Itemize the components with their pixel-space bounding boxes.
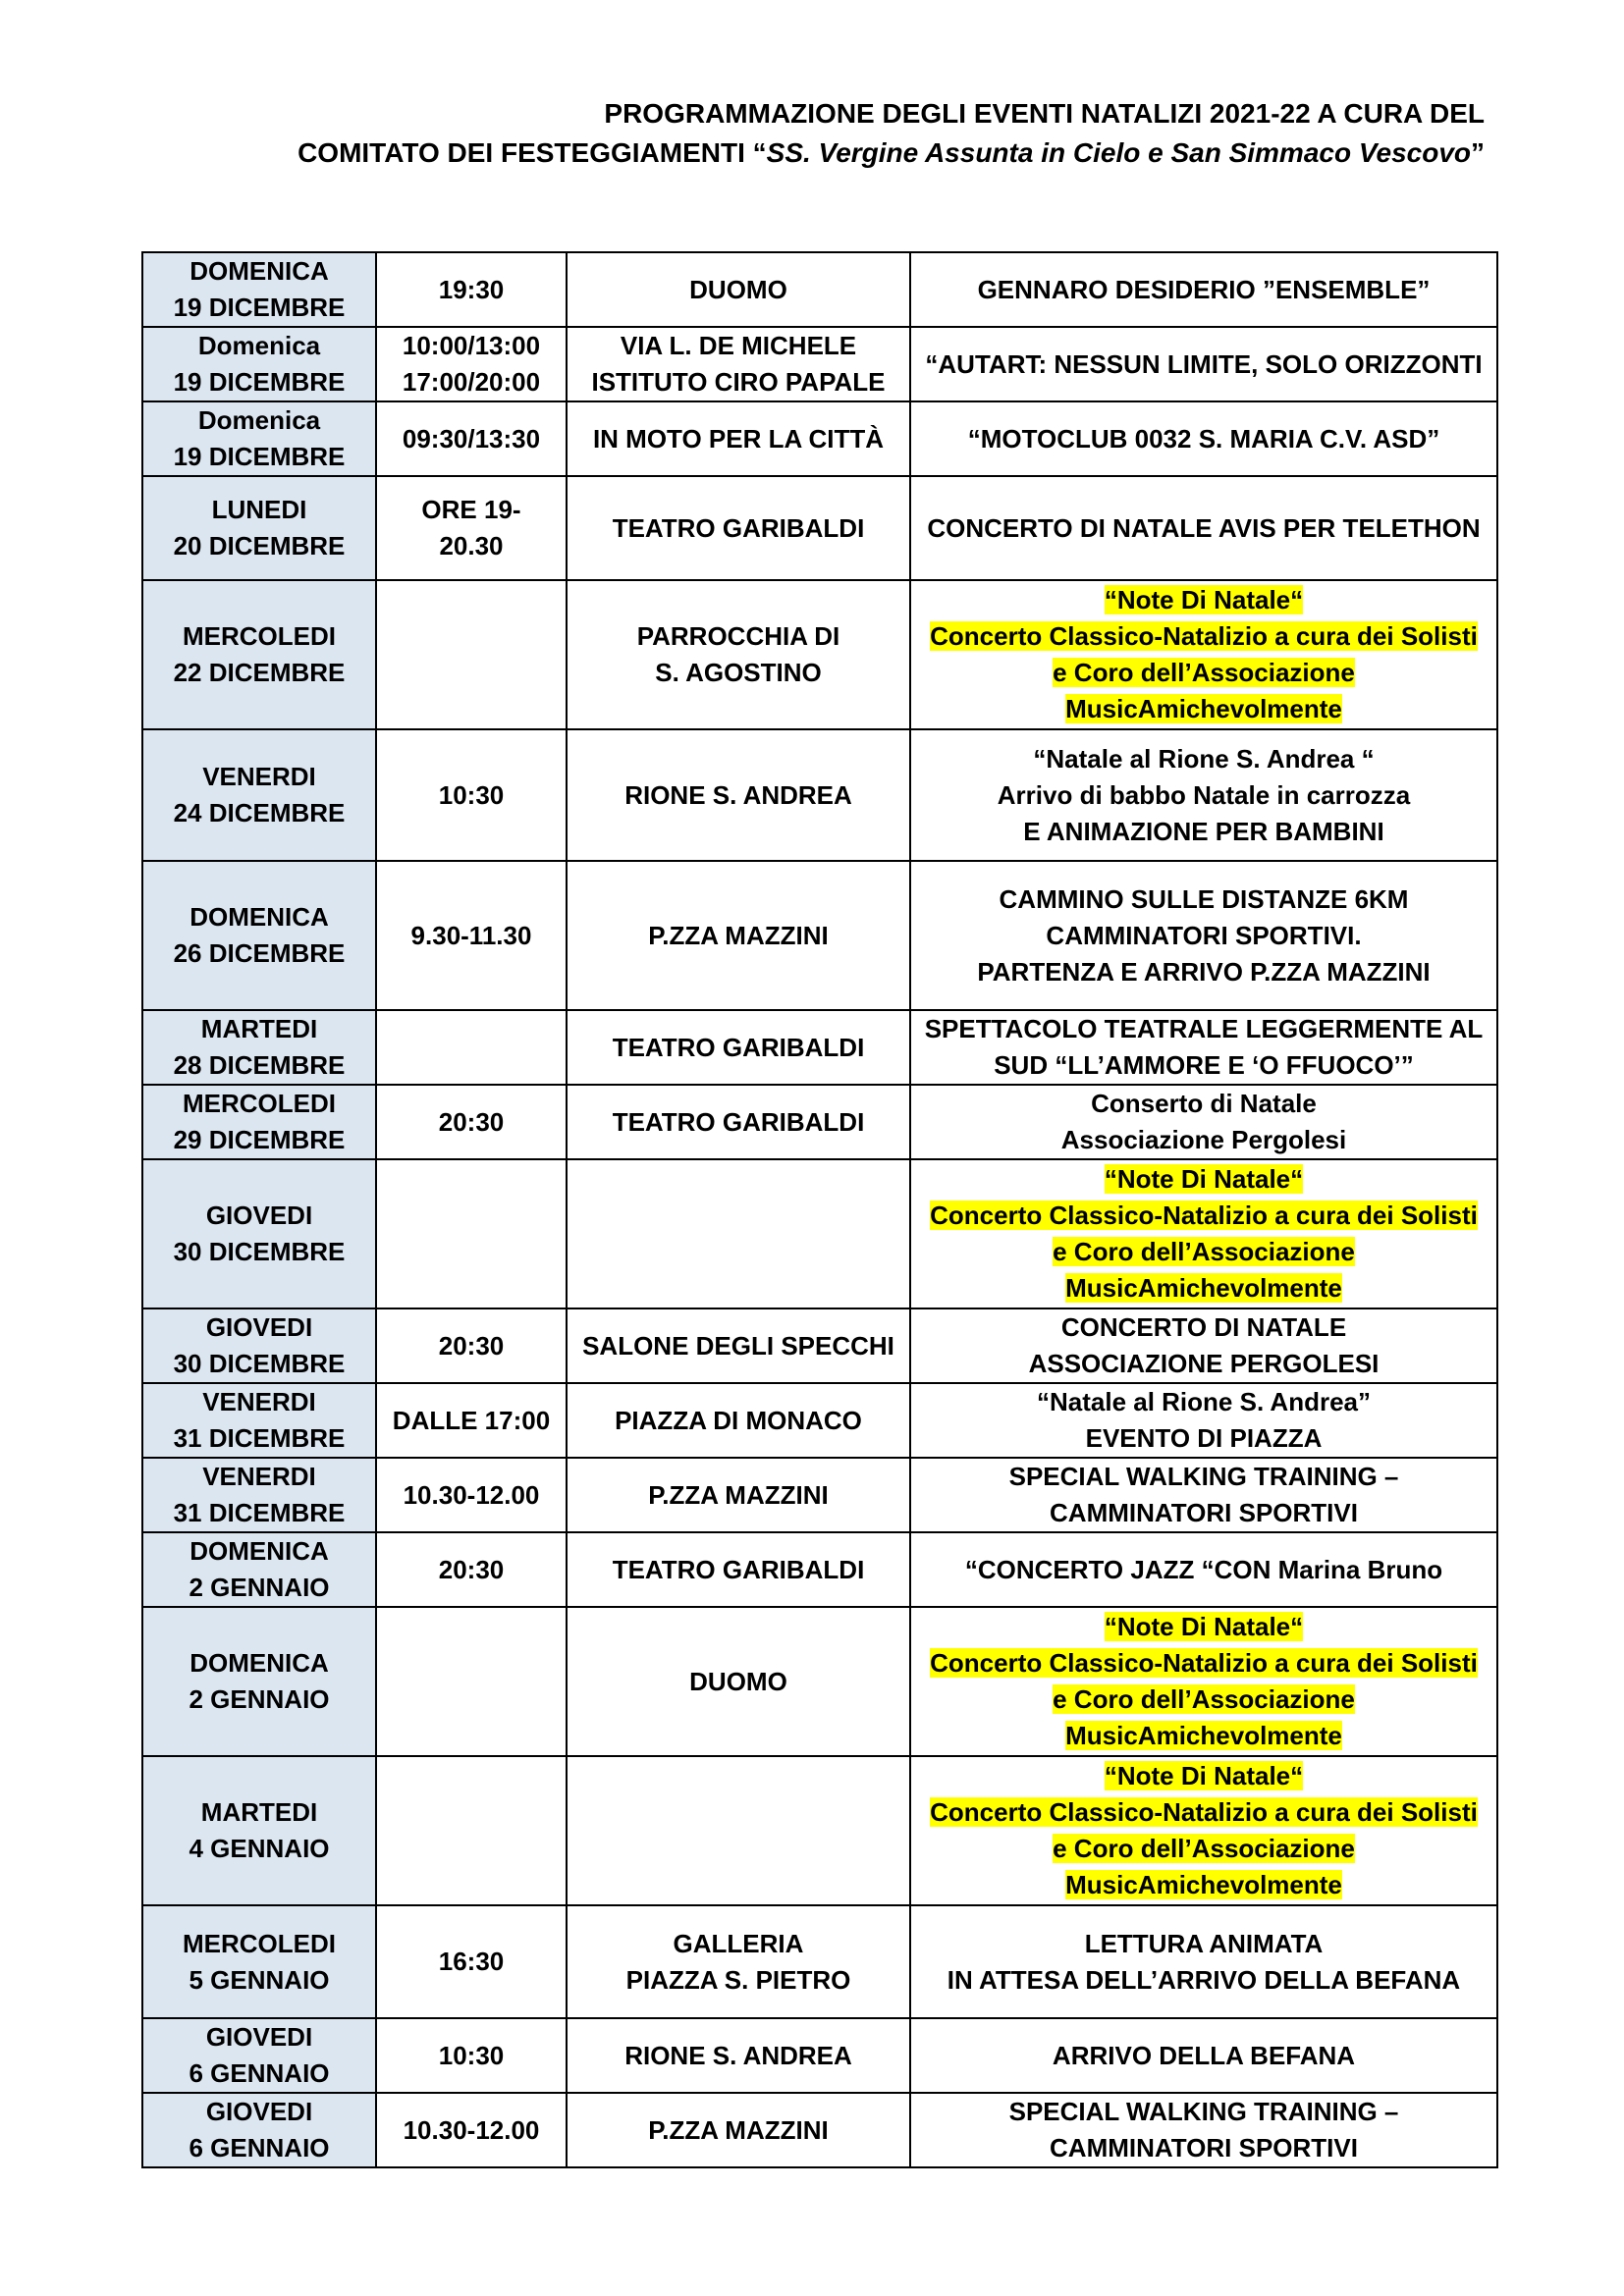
place-cell xyxy=(567,1010,910,1085)
time-line: 10.30-12.00 xyxy=(403,2114,540,2145)
event-line: CAMMINATORI SPORTIVI xyxy=(1050,1498,1358,1527)
event-line: GENNARO DESIDERIO ”ENSEMBLE” xyxy=(977,274,1431,304)
table-row xyxy=(142,1458,1497,1532)
table-row xyxy=(142,2018,1497,2093)
event-line: CAMMINATORI SPORTIVI. xyxy=(1046,920,1362,950)
place-line: DUOMO xyxy=(689,1666,787,1696)
title-line-2 xyxy=(208,133,1485,173)
highlighted-text: MusicAmichevolmente xyxy=(1065,1273,1342,1303)
time-cell xyxy=(376,1308,567,1383)
day-cell xyxy=(142,2093,376,2167)
event-line: “AUTART: NESSUN LIMITE, SOLO ORIZZONTI xyxy=(925,348,1483,379)
day-line: MERCOLEDI xyxy=(183,621,336,651)
day-cell xyxy=(142,1308,376,1383)
highlighted-text: e Coro dell’Associazione xyxy=(1053,1834,1355,1863)
day-cell xyxy=(142,1607,376,1756)
highlighted-text: Concerto Classico-Natalizio a cura dei Solisti xyxy=(930,621,1478,651)
title-prefix: COMITATO DEI FESTEGGIAMENTI “ xyxy=(298,137,767,168)
event-cell xyxy=(910,1607,1497,1756)
event-line xyxy=(917,618,1490,655)
day-line: 2 GENNAIO xyxy=(189,1684,330,1714)
time-line: 09:30/13:30 xyxy=(402,423,541,454)
day-line: 19 DICEMBRE xyxy=(173,367,346,397)
time-line: 9.30-11.30 xyxy=(410,920,532,950)
place-cell xyxy=(567,1532,910,1607)
event-cell xyxy=(910,1905,1497,2018)
event-line xyxy=(917,1682,1490,1718)
event-line: “Natale al Rione S. Andrea” xyxy=(1036,1387,1372,1416)
event-line: Conserto di Natale xyxy=(1091,1089,1317,1118)
day-line: 31 DICEMBRE xyxy=(173,1423,346,1453)
day-line: 30 DICEMBRE xyxy=(173,1237,346,1266)
day-line: 6 GENNAIO xyxy=(189,2133,330,2163)
day-line: MARTEDI xyxy=(200,1797,318,1827)
place-line: ISTITUTO CIRO PAPALE xyxy=(591,367,886,397)
event-line xyxy=(917,1198,1490,1234)
place-cell xyxy=(567,1458,910,1532)
time-cell xyxy=(376,861,567,1010)
place-cell xyxy=(567,2093,910,2167)
day-cell xyxy=(142,1383,376,1458)
day-line: 2 GENNAIO xyxy=(189,1573,330,1602)
table-row xyxy=(142,476,1497,580)
highlighted-text: MusicAmichevolmente xyxy=(1065,1721,1342,1750)
time-cell xyxy=(376,1532,567,1607)
place-line: P.ZZA MAZZINI xyxy=(648,2114,829,2145)
place-line: TEATRO GARIBALDI xyxy=(612,1032,865,1062)
event-line: SPECIAL WALKING TRAINING – xyxy=(1008,2097,1399,2126)
time-line: ORE 19- xyxy=(421,495,521,524)
day-line: GIOVEDI xyxy=(205,2022,313,2052)
time-cell xyxy=(376,1756,567,1905)
event-line: EVENTO DI PIAZZA xyxy=(1085,1423,1323,1453)
place-line: PIAZZA S. PIETRO xyxy=(625,1964,851,1995)
day-line: 31 DICEMBRE xyxy=(173,1498,346,1527)
time-line: 10.30-12.00 xyxy=(403,1479,540,1510)
day-line: DOMENICA xyxy=(189,256,329,286)
place-line: SALONE DEGLI SPECCHI xyxy=(582,1330,894,1361)
event-cell xyxy=(910,1159,1497,1308)
day-line: Domenica xyxy=(197,405,321,435)
event-line: Associazione Pergolesi xyxy=(1060,1125,1347,1154)
event-line: PARTENZA E ARRIVO P.ZZA MAZZINI xyxy=(977,956,1431,987)
event-cell xyxy=(910,1010,1497,1085)
highlighted-text: Concerto Classico-Natalizio a cura dei Solisti xyxy=(930,1201,1478,1230)
event-line: “CONCERTO JAZZ “CON Marina Bruno xyxy=(964,1554,1443,1584)
event-cell xyxy=(910,2018,1497,2093)
event-cell xyxy=(910,1458,1497,1532)
day-line: 28 DICEMBRE xyxy=(173,1050,346,1080)
place-cell xyxy=(567,1905,910,2018)
event-cell xyxy=(910,1085,1497,1159)
table-row xyxy=(142,1532,1497,1607)
day-cell xyxy=(142,401,376,476)
place-line: P.ZZA MAZZINI xyxy=(648,920,829,950)
time-cell xyxy=(376,327,567,401)
title-suffix: ” xyxy=(1471,137,1485,168)
table-row xyxy=(142,1308,1497,1383)
event-line xyxy=(917,655,1490,691)
event-line: “MOTOCLUB 0032 S. MARIA C.V. ASD” xyxy=(967,423,1440,454)
event-line xyxy=(917,1718,1490,1754)
event-line xyxy=(917,1645,1490,1682)
place-cell xyxy=(567,476,910,580)
table-row xyxy=(142,1383,1497,1458)
time-cell xyxy=(376,1010,567,1085)
day-line: GIOVEDI xyxy=(205,1201,313,1230)
event-line xyxy=(917,1161,1490,1198)
place-cell xyxy=(567,401,910,476)
highlighted-text: MusicAmichevolmente xyxy=(1065,1870,1342,1899)
time-line: 20:30 xyxy=(438,1330,505,1361)
table-row xyxy=(142,401,1497,476)
day-line: LUNEDI xyxy=(211,495,307,524)
time-cell xyxy=(376,1607,567,1756)
event-cell xyxy=(910,861,1497,1010)
day-line: 29 DICEMBRE xyxy=(173,1125,346,1154)
event-cell xyxy=(910,2093,1497,2167)
place-cell xyxy=(567,1308,910,1383)
place-cell xyxy=(567,327,910,401)
day-line: 22 DICEMBRE xyxy=(173,658,346,687)
event-line xyxy=(917,1234,1490,1270)
day-line: 19 DICEMBRE xyxy=(173,442,346,471)
day-cell xyxy=(142,1085,376,1159)
highlighted-text: “Note Di Natale“ xyxy=(1104,1612,1304,1641)
place-cell xyxy=(567,580,910,729)
place-line: VIA L. DE MICHELE xyxy=(620,331,857,360)
day-line: DOMENICA xyxy=(189,1536,329,1566)
event-line xyxy=(917,1609,1490,1645)
place-line: P.ZZA MAZZINI xyxy=(648,1479,829,1510)
day-line: 6 GENNAIO xyxy=(189,2058,330,2088)
day-line: 24 DICEMBRE xyxy=(173,798,346,828)
day-cell xyxy=(142,1905,376,2018)
day-line: Domenica xyxy=(197,331,321,360)
day-cell xyxy=(142,729,376,861)
highlighted-text: “Note Di Natale“ xyxy=(1104,1164,1304,1194)
event-line: ASSOCIAZIONE PERGOLESI xyxy=(1028,1349,1380,1378)
event-line: CAMMINO SULLE DISTANZE 6KM xyxy=(999,883,1409,914)
event-cell xyxy=(910,252,1497,327)
place-cell xyxy=(567,252,910,327)
day-line: VENERDI xyxy=(202,1462,316,1491)
title-line-1: PROGRAMMAZIONE DEGLI EVENTI NATALIZI 2021-22 A CURA DEL xyxy=(604,98,1485,129)
event-line xyxy=(917,1758,1490,1794)
time-cell xyxy=(376,729,567,861)
day-line: VENERDI xyxy=(202,1387,316,1416)
highlighted-text: Concerto Classico-Natalizio a cura dei Solisti xyxy=(930,1797,1478,1827)
time-cell xyxy=(376,1383,567,1458)
day-cell xyxy=(142,1159,376,1308)
place-line: PARROCCHIA DI xyxy=(636,621,840,651)
time-cell xyxy=(376,2093,567,2167)
place-cell xyxy=(567,1756,910,1905)
place-line: RIONE S. ANDREA xyxy=(624,2040,852,2070)
event-line: LETTURA ANIMATA xyxy=(1084,1928,1324,1958)
place-line: TEATRO GARIBALDI xyxy=(612,1106,865,1137)
event-line: SPETTACOLO TEATRALE LEGGERMENTE AL xyxy=(924,1014,1484,1043)
day-line: 20 DICEMBRE xyxy=(173,531,346,561)
day-cell xyxy=(142,476,376,580)
time-line: 20:30 xyxy=(438,1106,505,1137)
time-line: 16:30 xyxy=(438,1947,505,1976)
day-cell xyxy=(142,327,376,401)
table-row xyxy=(142,1085,1497,1159)
highlighted-text: e Coro dell’Associazione xyxy=(1053,1237,1355,1266)
day-line: GIOVEDI xyxy=(205,2097,313,2126)
day-line: 19 DICEMBRE xyxy=(173,293,346,322)
day-cell xyxy=(142,252,376,327)
highlighted-text: e Coro dell’Associazione xyxy=(1053,658,1355,687)
place-cell xyxy=(567,1383,910,1458)
event-line: “Natale al Rione S. Andrea “ xyxy=(1033,743,1375,774)
day-line: MERCOLEDI xyxy=(183,1089,336,1118)
table-row xyxy=(142,327,1497,401)
place-line: GALLERIA xyxy=(673,1928,804,1958)
time-cell xyxy=(376,1905,567,2018)
day-line: DOMENICA xyxy=(189,1648,329,1678)
day-cell xyxy=(142,1458,376,1532)
table-row xyxy=(142,1010,1497,1085)
event-line: ARRIVO DELLA BEFANA xyxy=(1052,2040,1356,2070)
time-line: DALLE 17:00 xyxy=(392,1405,551,1435)
table-row xyxy=(142,1756,1497,1905)
time-cell xyxy=(376,1458,567,1532)
table-row xyxy=(142,1607,1497,1756)
event-cell xyxy=(910,327,1497,401)
table-row xyxy=(142,729,1497,861)
highlighted-text: MusicAmichevolmente xyxy=(1065,694,1342,723)
day-cell xyxy=(142,2018,376,2093)
table-row xyxy=(142,2093,1497,2167)
time-cell xyxy=(376,252,567,327)
time-line: 20.30 xyxy=(439,531,504,561)
highlighted-text: Concerto Classico-Natalizio a cura dei Solisti xyxy=(930,1648,1478,1678)
place-cell xyxy=(567,2018,910,2093)
table-row xyxy=(142,252,1497,327)
event-cell xyxy=(910,476,1497,580)
time-line: 10:30 xyxy=(438,779,505,810)
event-cell xyxy=(910,1756,1497,1905)
time-cell xyxy=(376,2018,567,2093)
place-cell xyxy=(567,861,910,1010)
event-line: CONCERTO DI NATALE AVIS PER TELETHON xyxy=(927,512,1481,543)
day-cell xyxy=(142,580,376,729)
page-title xyxy=(208,94,1485,173)
event-line: E ANIMAZIONE PER BAMBINI xyxy=(1023,816,1384,846)
day-line: DOMENICA xyxy=(189,902,329,932)
place-cell xyxy=(567,1607,910,1756)
time-line: 17:00/20:00 xyxy=(402,367,541,397)
event-cell xyxy=(910,1532,1497,1607)
event-line: SUD “LL’AMMORE E ‘O FFUOCO’” xyxy=(994,1050,1414,1080)
event-cell xyxy=(910,1308,1497,1383)
time-cell xyxy=(376,476,567,580)
time-cell xyxy=(376,401,567,476)
time-cell xyxy=(376,1085,567,1159)
place-line: TEATRO GARIBALDI xyxy=(612,1554,865,1584)
event-line xyxy=(917,1794,1490,1831)
place-cell xyxy=(567,1159,910,1308)
day-cell xyxy=(142,1532,376,1607)
event-line xyxy=(917,582,1490,618)
day-line: 30 DICEMBRE xyxy=(173,1349,346,1378)
table-row xyxy=(142,1159,1497,1308)
day-cell xyxy=(142,1756,376,1905)
time-line: 20:30 xyxy=(438,1554,505,1584)
place-line: IN MOTO PER LA CITTÀ xyxy=(592,423,885,454)
highlighted-text: e Coro dell’Associazione xyxy=(1053,1684,1355,1714)
event-line xyxy=(917,1867,1490,1903)
place-line: RIONE S. ANDREA xyxy=(624,779,852,810)
title-italic: SS. Vergine Assunta in Cielo e San Simmaco Vescovo xyxy=(766,137,1471,168)
events-table-body xyxy=(142,252,1497,2167)
day-line: 4 GENNAIO xyxy=(189,1834,330,1863)
time-cell xyxy=(376,580,567,729)
day-line: MERCOLEDI xyxy=(183,1928,336,1958)
place-cell xyxy=(567,1085,910,1159)
event-cell xyxy=(910,1383,1497,1458)
day-line: MARTEDI xyxy=(200,1014,318,1043)
table-row xyxy=(142,1905,1497,2018)
place-line: PIAZZA DI MONACO xyxy=(615,1405,862,1435)
place-line: TEATRO GARIBALDI xyxy=(612,512,865,543)
day-line: GIOVEDI xyxy=(205,1312,313,1342)
place-cell xyxy=(567,729,910,861)
time-line: 19:30 xyxy=(438,274,505,304)
day-cell xyxy=(142,1010,376,1085)
event-line: CONCERTO DI NATALE xyxy=(1060,1312,1347,1342)
event-line xyxy=(917,1831,1490,1867)
time-line: 10:00/13:00 xyxy=(402,331,541,360)
day-line: 26 DICEMBRE xyxy=(173,938,346,968)
event-line: IN ATTESA DELL’ARRIVO DELLA BEFANA xyxy=(947,1964,1461,1995)
event-line: CAMMINATORI SPORTIVI xyxy=(1050,2133,1358,2163)
events-table xyxy=(141,251,1498,2168)
day-line: 5 GENNAIO xyxy=(189,1964,330,1995)
place-line: DUOMO xyxy=(689,274,787,304)
event-line xyxy=(917,691,1490,727)
day-cell xyxy=(142,861,376,1010)
highlighted-text: “Note Di Natale“ xyxy=(1104,585,1304,614)
time-line: 10:30 xyxy=(438,2040,505,2070)
place-line: S. AGOSTINO xyxy=(655,658,822,687)
event-cell xyxy=(910,401,1497,476)
event-line: Arrivo di babbo Natale in carrozza xyxy=(997,779,1411,810)
day-line: VENERDI xyxy=(202,762,316,791)
event-line xyxy=(917,1270,1490,1307)
table-row xyxy=(142,861,1497,1010)
event-cell xyxy=(910,580,1497,729)
highlighted-text: “Note Di Natale“ xyxy=(1104,1761,1304,1790)
table-row xyxy=(142,580,1497,729)
time-cell xyxy=(376,1159,567,1308)
event-line: SPECIAL WALKING TRAINING – xyxy=(1008,1462,1399,1491)
event-cell xyxy=(910,729,1497,861)
